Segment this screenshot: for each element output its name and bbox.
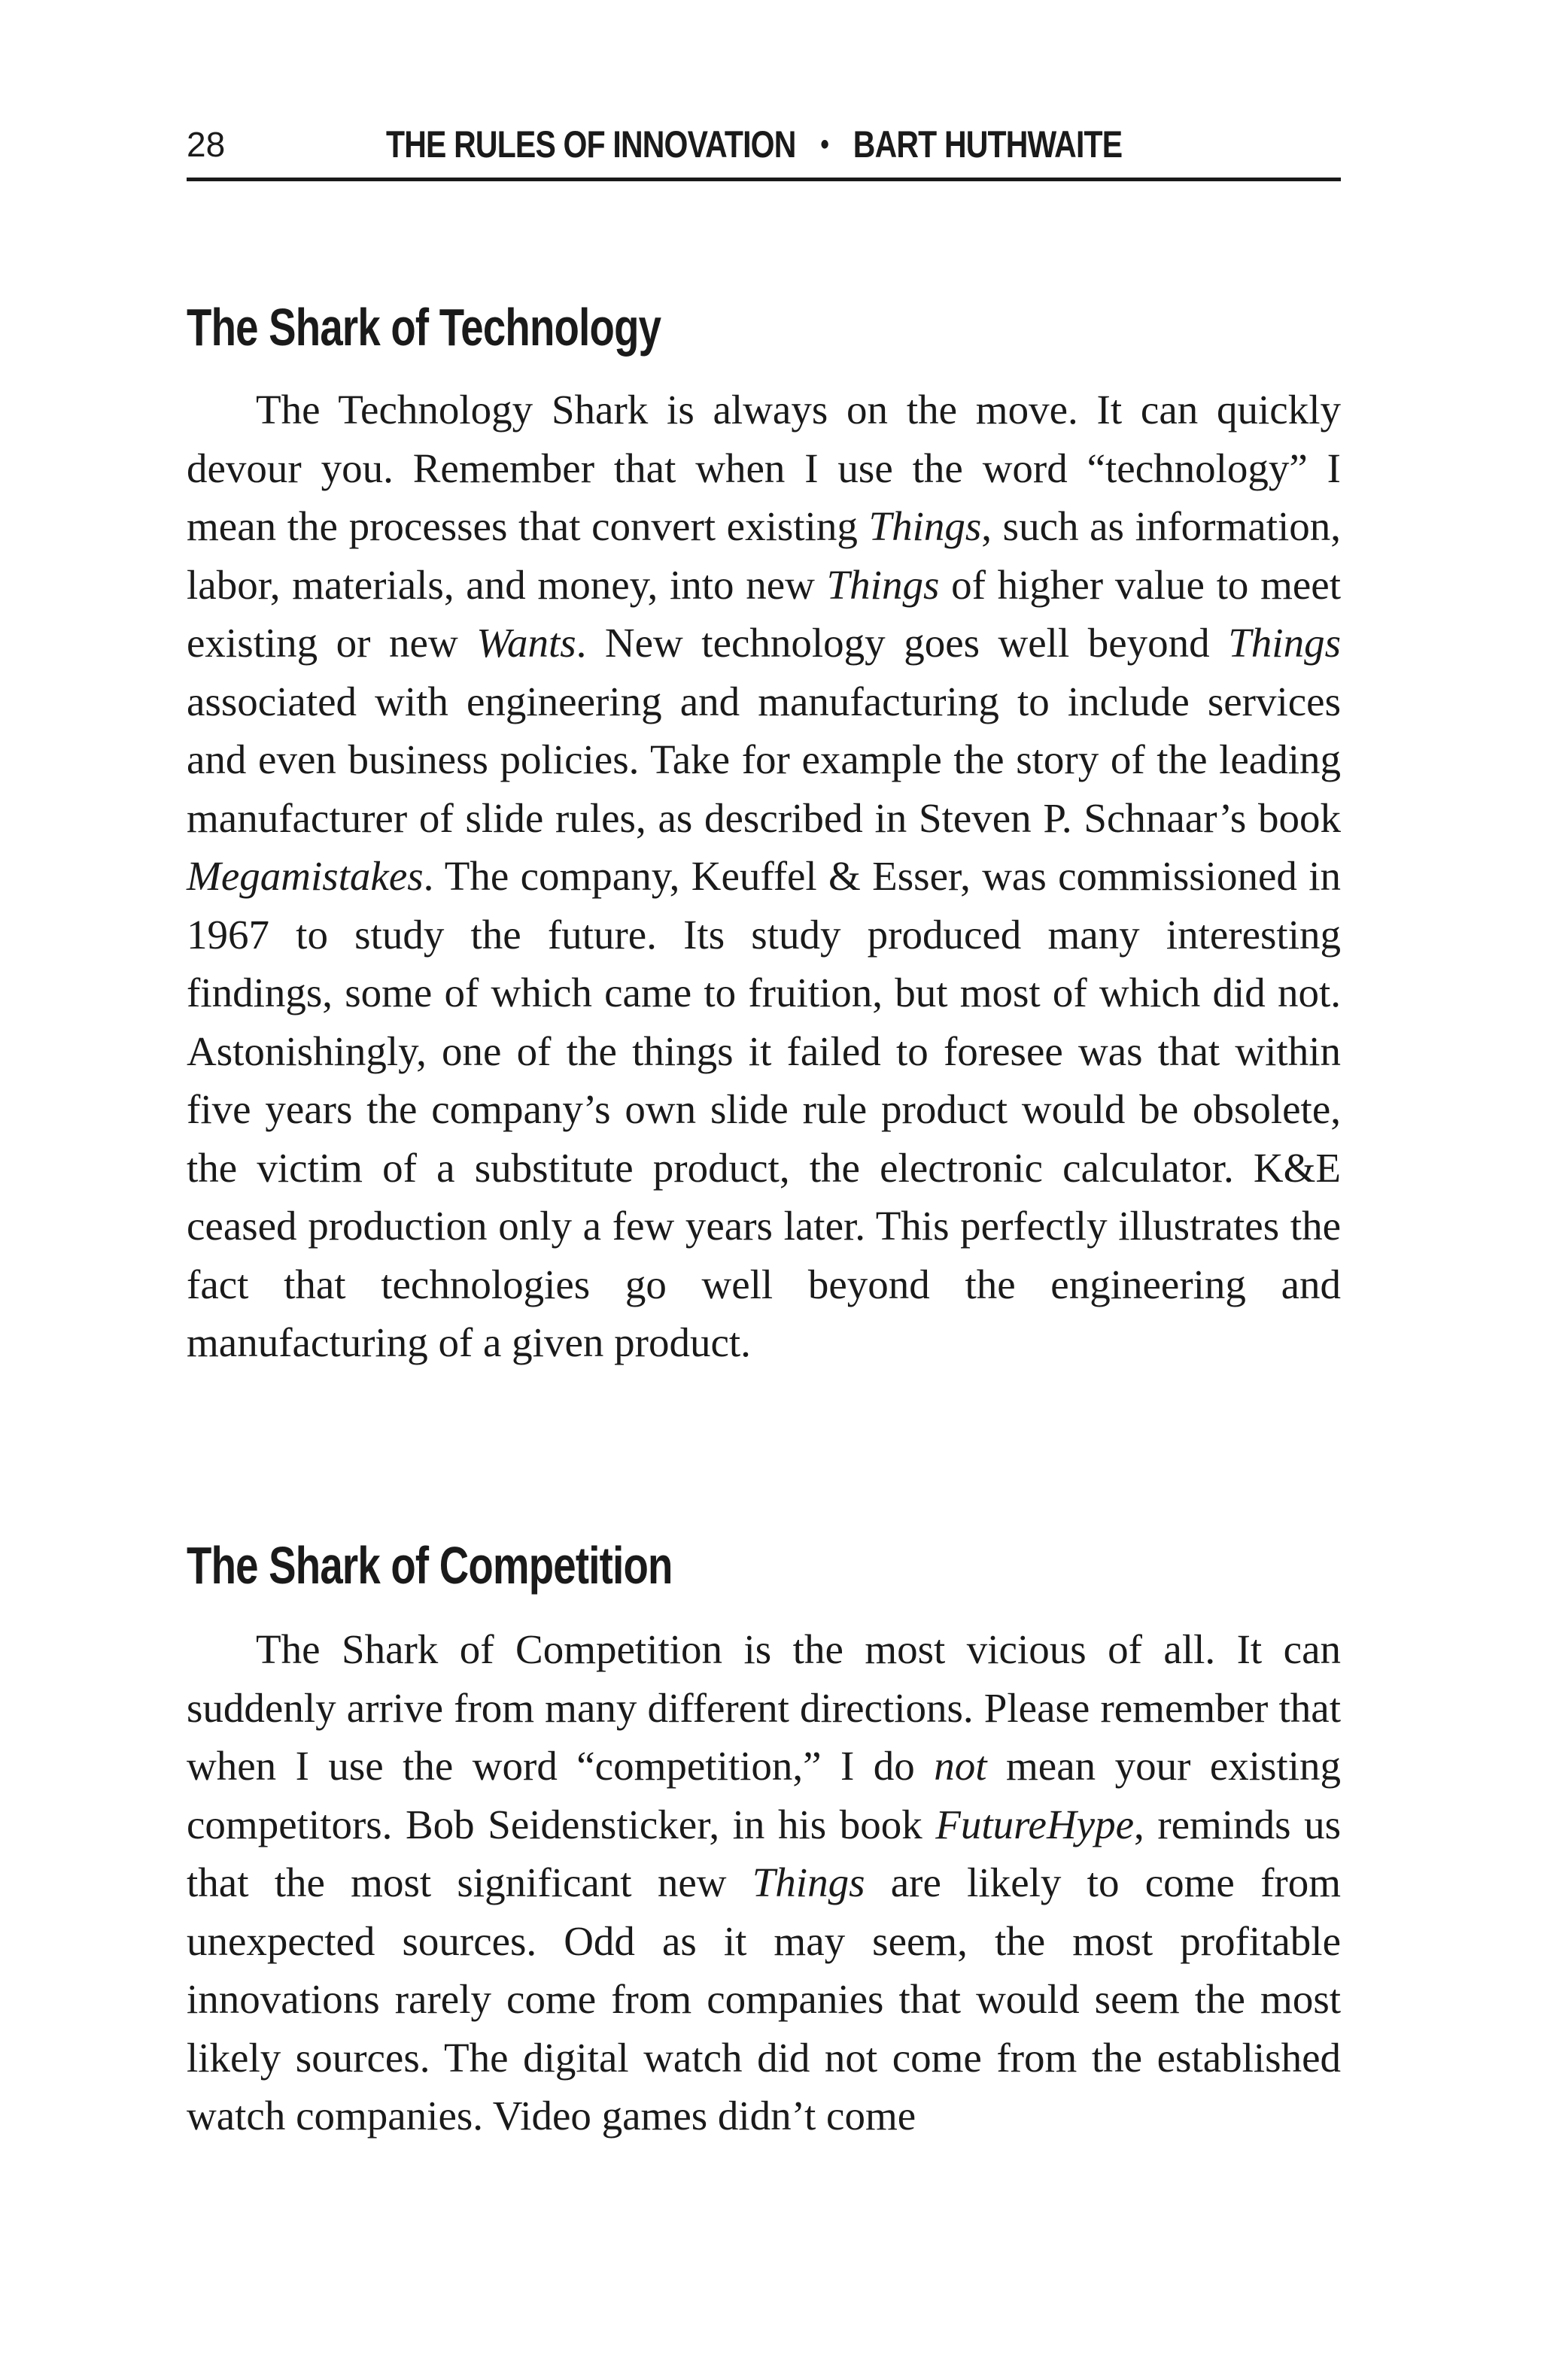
book-page	[187, 0, 1341, 2380]
italic-term: FutureHype	[935, 1801, 1134, 1847]
page-number: 28	[187, 125, 226, 164]
bullet-separator: •	[820, 128, 828, 161]
running-head-text	[386, 117, 1122, 172]
paragraph-text: . The company, Keuffel & Esser, was commissioned in 1967 to study the future. Its study produced many interesting findings, some of which came to fruition, but most of which did not. Astonishingly, one of the things it failed to foresee was that within five years the company’s own slide rule product would be obsolete, the victim of a substitute product, the electronic calculator. K&E ceased production only a few years later. This perfectly illustrates the fact that technologies go well beyond the engineering and manufacturing of a given product.	[187, 853, 1341, 1365]
italic-term: Megamistakes	[187, 853, 424, 899]
italic-term: Things	[752, 1859, 865, 1905]
paragraph-text: of higher value to meet existing or new	[187, 561, 1341, 666]
paragraph-text: are likely to come from unexpected sources. Odd as it may seem, the most profitable innovations rarely come from companies that would seem the most likely sources. The digital watch did not come from the established watch companies. Video games didn’t come	[187, 1859, 1341, 2139]
italic-term: Things	[1228, 620, 1341, 666]
paragraph-text: . New technology goes well beyond	[576, 620, 1229, 666]
paragraph-technology	[187, 381, 1341, 1372]
italic-term: not	[934, 1743, 987, 1789]
paragraph-text: associated with engineering and manufacturing to include services and even business policies. Take for example the story of the leading manufacturer of slide rules, as described in Steven P. Schnaar’s book	[187, 678, 1341, 841]
paragraph-text: The Shark of Competition is the most vicious of all. It can suddenly arrive from many different directions. Please remember that when I use the word “competition,” I do	[187, 1626, 1341, 1789]
italic-term: Things	[868, 503, 982, 549]
book-title: THE RULES OF INNOVATION	[386, 123, 796, 165]
section-title-technology: The Shark of Technology	[187, 298, 661, 357]
paragraph-text: , reminds us that the most significant new	[187, 1801, 1341, 1905]
running-head	[187, 113, 1341, 181]
author-name: BART HUTHWAITE	[853, 123, 1123, 165]
paragraph-competition	[187, 1620, 1341, 2145]
paragraph-text: , such as information, labor, materials, and money, into new	[187, 503, 1341, 608]
italic-term: Wants	[476, 620, 576, 666]
italic-term: Things	[826, 561, 940, 608]
paragraph-text: The Technology Shark is always on the move. It can quickly devour you. Remember that when I use the word “technology” I mean the processes that convert existing	[187, 387, 1341, 549]
section-title-competition: The Shark of Competition	[187, 1536, 673, 1595]
paragraph-text: mean your existing competitors. Bob Seidensticker, in his book	[187, 1743, 1341, 1847]
